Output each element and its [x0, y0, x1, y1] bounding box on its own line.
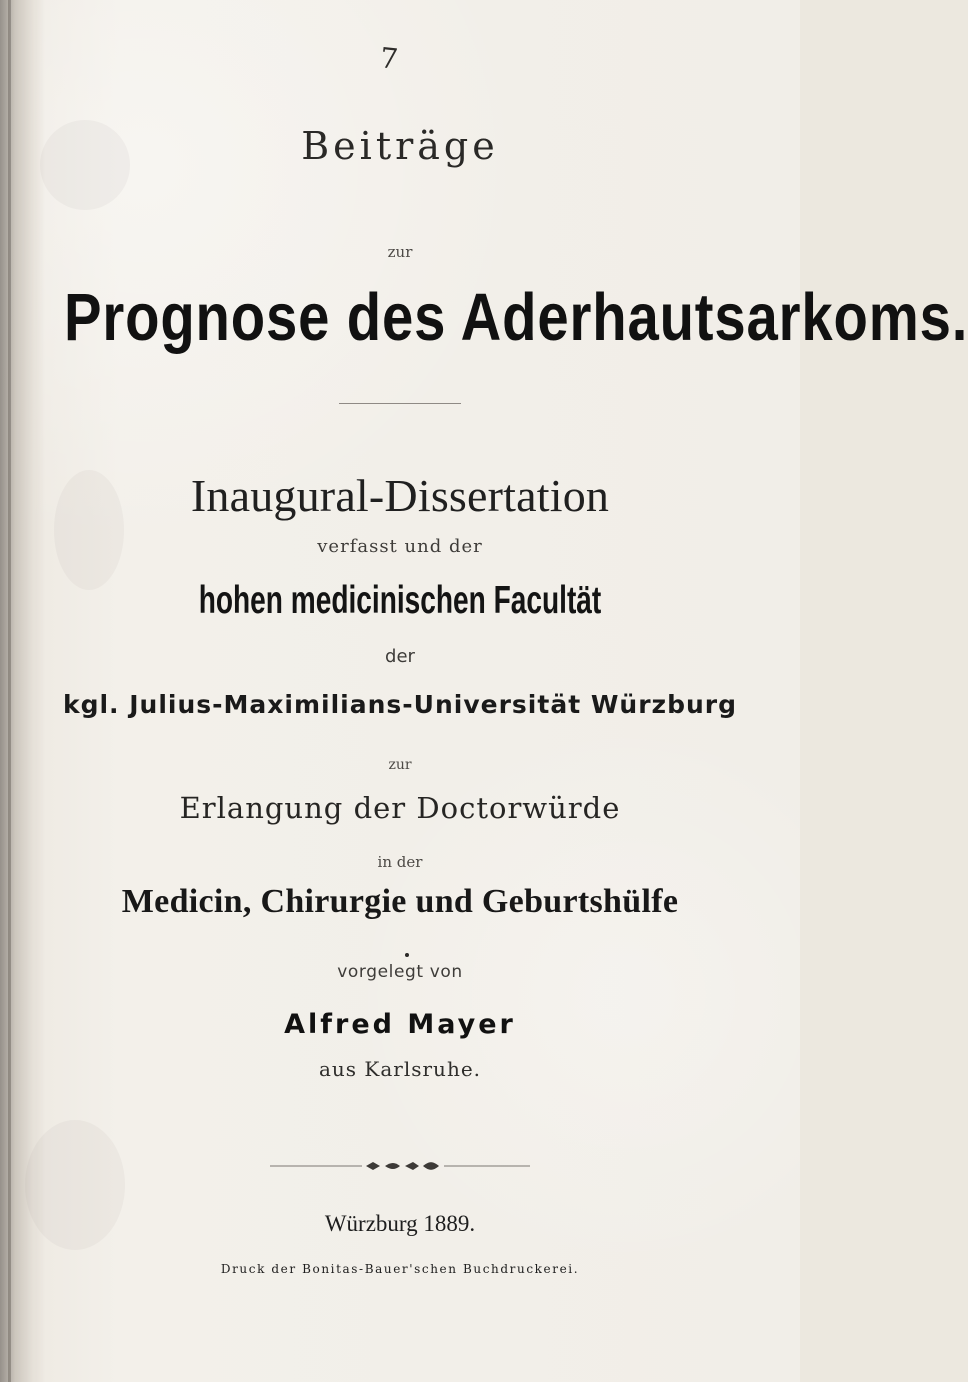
degree-purpose: Erlangung der Doctorwürde	[179, 791, 621, 825]
subject-intro: in der	[377, 853, 423, 871]
decorative-dot	[405, 953, 409, 957]
title-divider	[339, 403, 461, 404]
author-name: Alfred Mayer	[284, 1009, 516, 1040]
main-title: Prognose des Aderhautsarkoms.	[64, 280, 968, 355]
publication-place-year: Würzburg 1889.	[324, 1211, 476, 1236]
dissertation-label: Inaugural-Dissertation	[190, 470, 610, 521]
decorative-rule-ornament	[270, 1160, 530, 1172]
connector-text: zur	[387, 243, 413, 261]
heading-beitraege: Beiträge	[301, 124, 499, 168]
university-name: kgl. Julius-Maximilians-Universität Würzburg	[62, 690, 738, 719]
connector-text: zur	[388, 757, 412, 773]
faculty-name: hohen medicinischen Facultät	[198, 579, 602, 622]
presented-by: vorgelegt von	[337, 962, 463, 982]
article-text: der	[385, 646, 415, 667]
submission-text: verfasst und der	[317, 536, 483, 557]
subject-field: Medicin, Chirurgie und Geburtshülfe	[121, 883, 679, 920]
author-origin: aus Karlsruhe.	[318, 1057, 482, 1081]
printer-line: Druck der Bonitas-Bauer'schen Buchdruckerei.	[220, 1262, 580, 1276]
page-marking: 7	[378, 41, 400, 76]
